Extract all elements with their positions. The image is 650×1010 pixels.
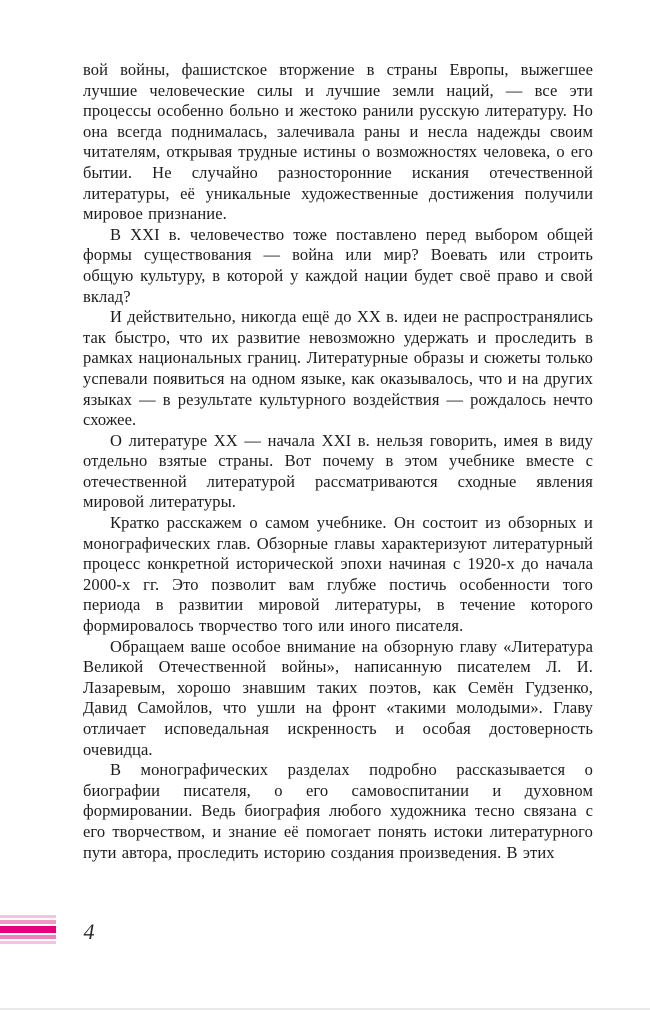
paragraph: И действительно, никогда ещё до XX в. идеи не распространялись так быстро, что их развитие невозможно удержать и проследить в рамках национальных границ. Литературные образы и сюжеты только успевали появиться на одном языке, как оказывалось, что и на других языках — в результате культурного воздействия — рождалось нечто схожее.	[83, 307, 593, 430]
page-number-label: 4	[83, 919, 95, 944]
paragraph: Обращаем ваше особое внимание на обзорную главу «Литература Великой Отечественной войны», написанную писателем Л. И. Лазаревым, хорошо знавшим таких поэтов, как Семён Гудзенко, Давид Самойлов, что ушли на фронт «такими молодыми». Главу отличает исповедальная искренность и особая достоверность очевидца.	[83, 636, 593, 759]
body-text	[83, 60, 593, 863]
page-footer	[0, 908, 124, 956]
paragraph: Кратко расскажем о самом учебнике. Он состоит из обзорных и монографических глав. Обзорные главы характеризуют литературный процесс конкретной исторической эпохи начиная с 1920-х до начала 2000-х гг. Это позволит вам глубже постичь особенности того периода в развитии мировой литературы, в течение которого формировалось творчество того или иного писателя.	[83, 513, 593, 636]
paragraph: вой войны, фашистское вторжение в страны Европы, выжегшее лучшие человеческие силы и лучшие земли наций, — все эти процессы особенно больно и жестоко ранили русскую литературу. Но она всегда поднималась, залечивала раны и несла надежды своим читателям, открывая трудные истины о возможностях человека, о его бытии. Не случайно разносторонние искания отечественной литературы, её уникальные художественные достижения получили мировое признание.	[83, 60, 593, 224]
page-number	[56, 908, 122, 956]
paragraph: В монографических разделах подробно рассказывается о биографии писателя, о его самовоспитании и духовном формировании. Ведь биография любого художника тесно связана с его творчеством, и знание её помогает понять истоки литературного пути автора, проследить историю создания произведения. В этих	[83, 760, 593, 862]
paragraph: О литературе XX — начала XXI в. нельзя говорить, имея в виду отдельно взятые страны. Вот почему в этом учебнике вместе с отечественной литературой рассматриваются сходные явления мировой литературы.	[83, 430, 593, 512]
paragraph: В XXI в. человечество тоже поставлено перед выбором общей формы существования — война или мир? Воевать или строить общую культуру, в которой у каждой нации будет своё право и свой вклад?	[83, 224, 593, 306]
